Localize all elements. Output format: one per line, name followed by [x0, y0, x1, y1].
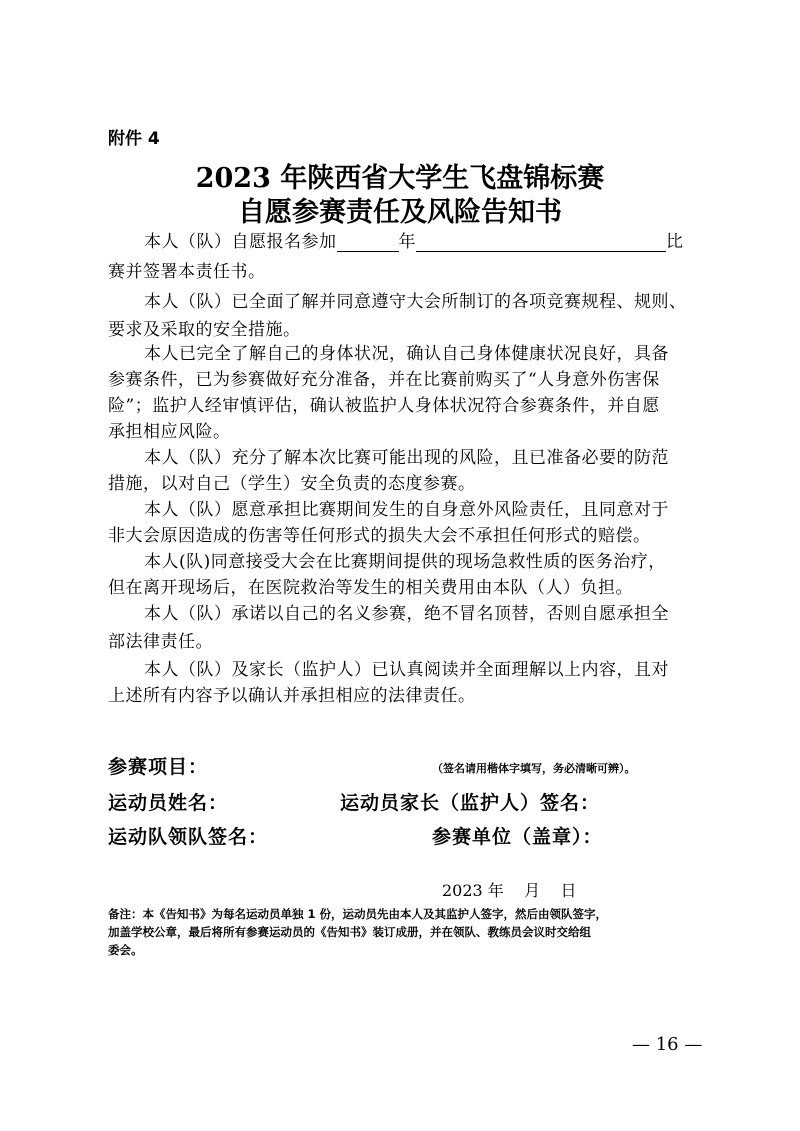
event-item-label: 参赛项目：: [108, 756, 209, 778]
paragraph-3-line-3: 险”；监护人经审慎评估，确认被监护人身体状况符合参赛条件，并自愿: [108, 396, 660, 416]
paragraph-7-line-1: 本人（队）承诺以自己的名义参赛，绝不冒名顶替，否则自愿承担全: [144, 604, 669, 624]
paragraph-1-line-1: [144, 227, 684, 252]
paragraph-6-line-2: 但在离开现场后，在医院救治等发生的相关费用由本队（人）负担。: [108, 578, 633, 598]
paragraph-7-line-2: 部法律责任。: [108, 632, 213, 652]
document-title-line-2: 自愿参赛责任及风险告知书: [238, 197, 562, 228]
paragraph-6-line-1: 本人(队)同意接受大会在比赛期间提供的现场急救性质的医务治疗，: [144, 552, 666, 572]
paragraph-8-line-2: 上述所有内容予以确认并承担相应的法律责任。: [108, 686, 476, 706]
document-title-line-1: 2023 年陕西省大学生飞盘锦标赛: [195, 163, 605, 194]
paragraph-1-line-2: 赛并签署本责任书。: [108, 262, 266, 282]
paragraph-8-line-1: 本人（队）及家长（监护人）已认真阅读并全面理解以上内容，且对: [144, 660, 669, 680]
p1-text-b: 年: [398, 232, 416, 252]
p1-text-a: 本人（队）自愿报名参加: [144, 232, 337, 252]
year-blank: [337, 233, 399, 252]
signature-date: 2023 年 月 日: [442, 881, 577, 900]
paragraph-3-line-2: 参赛条件，已为参赛做好充分准备，并在比赛前购买了“人身意外伤害保: [108, 370, 660, 390]
participating-unit-label: 参赛单位（盖章）：: [432, 826, 603, 848]
paragraph-3-line-1: 本人已完全了解自己的身体状况，确认自己身体健康状况良好，具备: [144, 344, 669, 364]
signature-instruction: （签名请用楷体字填写，务必清晰可辨）。: [432, 762, 636, 775]
remark-line-3: 委会。: [108, 943, 143, 957]
event-name-blank: [416, 233, 666, 252]
paragraph-5-line-2: 非大会原因造成的伤害等任何形式的损失大会不承担任何形式的赔偿。: [108, 526, 651, 546]
paragraph-2-line-2: 要求及采取的安全措施。: [108, 320, 301, 340]
remark-line-2: 加盖学校公章，最后将所有参赛运动员的《告知书》装订成册，并在领队、教练员会议时交给组: [108, 925, 591, 939]
page-number: — 16 —: [632, 1034, 703, 1055]
paragraph-4-line-1: 本人（队）充分了解本次比赛可能出现的风险，且已准备必要的防范: [144, 448, 669, 468]
paragraph-3-line-4: 承担相应风险。: [108, 422, 231, 442]
p1-text-c: 比: [666, 232, 684, 252]
paragraph-2-line-1: 本人（队）已全面了解并同意遵守大会所制订的各项竞赛规程、规则、: [144, 292, 687, 312]
paragraph-4-line-2: 措施，以对自己（学生）安全负责的态度参赛。: [108, 474, 476, 494]
guardian-signature-label: 运动员家长（监护人）签名：: [340, 792, 601, 814]
attachment-label: 附件 4: [108, 129, 160, 149]
team-leader-signature-label: 运动队领队签名：: [108, 826, 269, 848]
paragraph-5-line-1: 本人（队）愿意承担比赛期间发生的自身意外风险责任，且同意对于: [144, 500, 669, 520]
athlete-name-label: 运动员姓名：: [108, 792, 229, 814]
remark-line-1: 备注：本《告知书》为每名运动员单独 1 份，运动员先由本人及其监护人签字，然后由领队签字，: [108, 907, 608, 921]
